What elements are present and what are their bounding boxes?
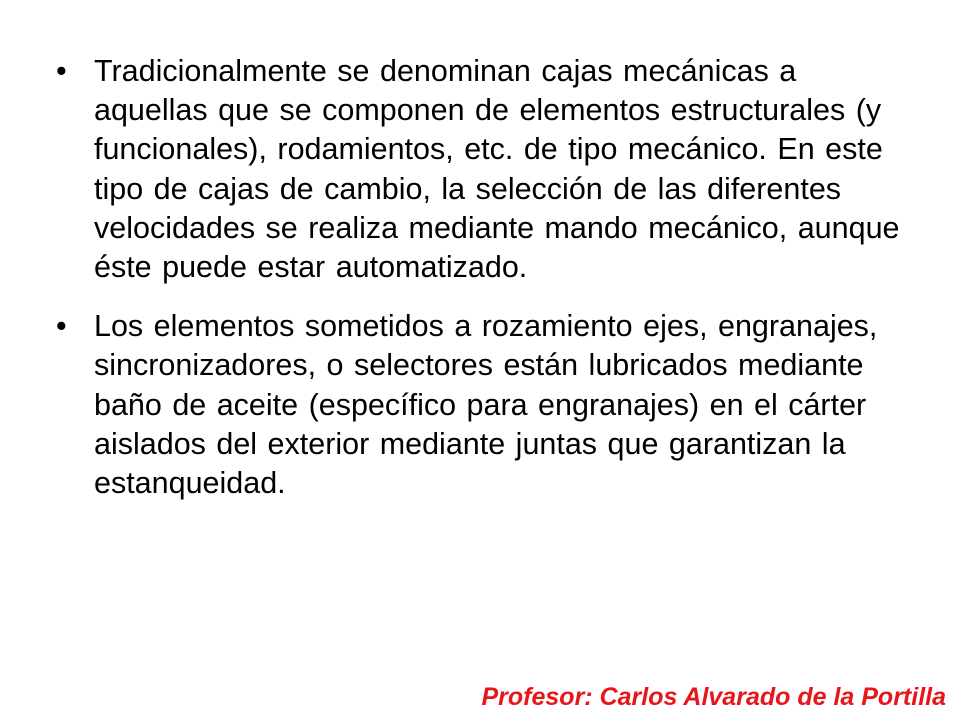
bullet-text: Tradicionalmente se denominan cajas mecánicas a aquellas que se componen de elementos estructurales (y funcionales), rodamientos, etc. de tipo mecánico. En este tipo de cajas de cambio, la selección de las diferentes velocidades se realiza mediante mando mecánico, aunque éste puede estar automatizado. — [94, 54, 900, 285]
bullet-item-1 — [56, 52, 906, 287]
bullet-item-2 — [56, 307, 906, 503]
bullet-marker: • — [56, 54, 67, 88]
footer-author: Profesor: Carlos Alvarado de la Portilla — [481, 683, 946, 711]
bullet-marker: • — [56, 309, 67, 344]
bullet-text: Los elementos sometidos a rozamiento ejes, engranajes, sincronizadores, o selectores están lubricados mediante baño de aceite (específico para engranajes) en el cárter aislados del exterior mediante juntas que garantizan la estanqueidad. — [94, 309, 878, 501]
bullet-list — [56, 52, 906, 503]
